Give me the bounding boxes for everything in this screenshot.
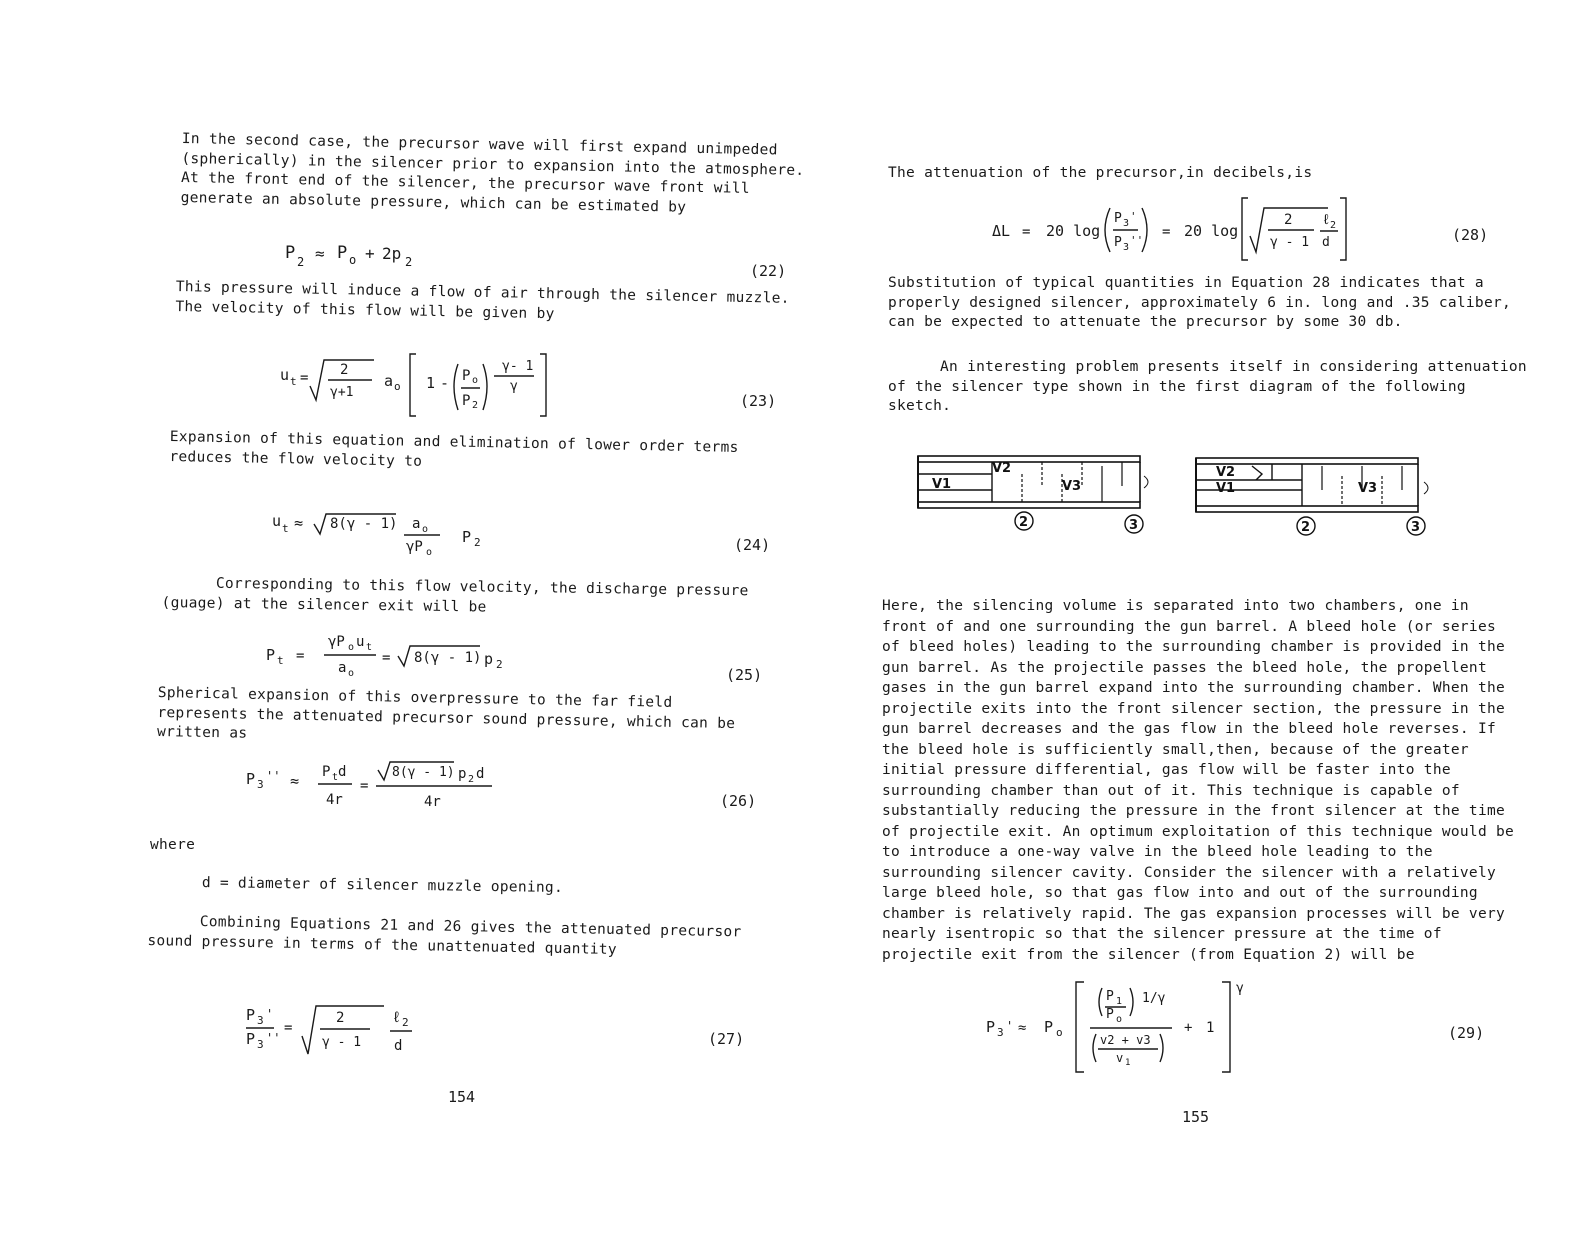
svg-text:1: 1 (1125, 1058, 1131, 1068)
svg-text:-: - (440, 374, 450, 392)
svg-text:d: d (476, 766, 485, 782)
equation-number-28: (28) (1452, 226, 1489, 244)
equation-number-23: (23) (740, 392, 777, 410)
svg-text:o: o (394, 380, 401, 393)
svg-text:P: P (462, 528, 472, 546)
svg-text:γ: γ (1236, 981, 1244, 996)
svg-text:P: P (285, 243, 296, 263)
station-3-diagram-2: 3 (1411, 520, 1421, 535)
svg-text:3: 3 (1123, 242, 1130, 253)
svg-text:1: 1 (1206, 1020, 1215, 1036)
svg-text:γ- 1: γ- 1 (502, 359, 534, 374)
svg-text:=: = (300, 370, 309, 386)
equation-29 (986, 978, 1256, 1082)
svg-text:P: P (246, 770, 256, 788)
svg-text:=: = (1022, 224, 1031, 240)
paragraph-precursor-second-case: In the second case, the precursor wave will first expand unimpeded (spherically) in the silencer prior to expansion into the atmosphere. At the front end of the silencer, the precursor wave front will generate an absolute pressure, which can be estimated by (180, 130, 805, 216)
svg-text:': ' (1006, 1019, 1014, 1033)
svg-text:t: t (332, 772, 339, 783)
svg-text:2: 2 (468, 774, 475, 785)
paragraph-where: where (150, 837, 196, 853)
svg-text:d: d (338, 764, 347, 780)
equation-number-26: (26) (720, 792, 757, 810)
equation-number-22: (22) (750, 262, 787, 280)
svg-text:u: u (280, 366, 290, 384)
svg-text:': ' (266, 1007, 274, 1021)
svg-text:t: t (277, 654, 284, 667)
svg-text:2: 2 (496, 658, 503, 671)
svg-text:2: 2 (340, 362, 349, 378)
svg-text:a: a (384, 372, 394, 390)
svg-text:γ: γ (510, 379, 518, 394)
svg-text:P: P (1114, 235, 1122, 250)
svg-text:γ+1: γ+1 (330, 385, 354, 400)
equation-22 (285, 238, 435, 278)
paragraph-interesting-problem: An interesting problem presents itself in considering attenuation of the silencer type shown in the first diagram of the following sketch. (888, 359, 1527, 414)
svg-text:d: d (394, 1038, 403, 1054)
definition-d: d = diameter of silencer muzzle opening. (201, 874, 564, 897)
svg-text:o: o (472, 375, 479, 386)
paragraph-two-chambers: Here, the silencing volume is separated into two chambers, one in front of and one surrounding the gun barrel. A bleed hole (or series of bleed holes) leading to the surrounding chamber is provided in the gun barrel. As the projectile passes the bleed hole, the propellent gases in the gun barrel expand into the surrounding chamber. When the projectile exits into the front silencer section, the pressure in the gun barrel decreases and the gas flow in the bleed hole reverses. If the bleed hole is sufficiently small,then, because of the greater initial pressure differential, gas flow will be faster into the surrounding chamber than out of it. This technique is capable of substantially reducing the pressure in the front silencer at the time of projectile exit. An optimum exploitation of this technique would be to introduce a one-way valve in the bleed hole leading to the surrounding silencer cavity. Consider the silencer with a relatively large bleed hole, so that gas flow into and out of the surrounding chamber is relatively rapid. The gas expansion processes will be very nearly isentropic so that the silencer pressure at the time of projectile exit from the silencer (from Equation 2) will be (882, 598, 1515, 963)
svg-text:u: u (272, 512, 282, 530)
svg-text:d: d (1322, 235, 1330, 250)
svg-text:P: P (462, 368, 471, 384)
svg-text:P: P (1106, 1007, 1114, 1022)
svg-text:u: u (356, 634, 365, 650)
svg-text:+: + (365, 244, 375, 263)
page-number-left: 154 (448, 1088, 476, 1106)
svg-text:': ' (1130, 210, 1137, 223)
svg-text:=: = (360, 778, 369, 794)
svg-text:P: P (246, 1030, 256, 1048)
svg-text:o: o (348, 668, 355, 679)
svg-text:P: P (1106, 989, 1114, 1004)
svg-text:'': '' (266, 1031, 281, 1045)
svg-text:3: 3 (997, 1026, 1004, 1039)
svg-text:P: P (322, 764, 331, 780)
svg-text:2: 2 (336, 1010, 345, 1026)
svg-text:P: P (246, 1006, 256, 1024)
svg-text:+: + (1184, 1020, 1193, 1036)
svg-text:=: = (296, 648, 305, 664)
svg-text:P: P (266, 646, 276, 664)
svg-text:p: p (484, 650, 494, 668)
svg-text:4r: 4r (326, 792, 343, 808)
svg-text:'': '' (266, 769, 281, 783)
svg-text:o: o (1056, 1026, 1063, 1039)
svg-text:20 log: 20 log (1046, 222, 1101, 240)
right-page (800, 0, 1596, 1233)
svg-text:o: o (1116, 1014, 1123, 1025)
label-v1-diagram-2: V1 (1216, 481, 1236, 496)
svg-text:o: o (348, 642, 355, 653)
svg-text:a: a (338, 660, 347, 676)
station-2-diagram-1: 2 (1019, 515, 1029, 530)
svg-text:P: P (986, 1018, 996, 1036)
svg-text:3: 3 (257, 1014, 264, 1027)
svg-text:γ - 1: γ - 1 (322, 1035, 362, 1050)
svg-text:3: 3 (257, 1038, 264, 1051)
equation-number-25: (25) (726, 666, 763, 684)
equation-25 (266, 628, 526, 686)
svg-text:2: 2 (1330, 220, 1337, 231)
svg-text:t: t (366, 642, 373, 653)
svg-text:P: P (337, 243, 348, 263)
label-v1-diagram-1: V1 (932, 477, 952, 492)
station-3-diagram-1: 3 (1129, 518, 1139, 533)
svg-text:v: v (1116, 1051, 1124, 1065)
svg-text:8(γ - 1): 8(γ - 1) (414, 650, 482, 666)
svg-text:=: = (284, 1020, 293, 1036)
svg-text:'': '' (1130, 234, 1144, 247)
svg-text:2: 2 (405, 255, 413, 269)
svg-text:2: 2 (297, 255, 305, 269)
svg-text:≈: ≈ (1018, 1020, 1027, 1036)
svg-text:γP: γP (406, 539, 423, 555)
svg-text:1: 1 (1116, 996, 1123, 1007)
svg-text:1/γ: 1/γ (1142, 991, 1166, 1006)
svg-text:4r: 4r (424, 794, 441, 810)
svg-text:P: P (1044, 1018, 1054, 1036)
svg-text:≈: ≈ (294, 514, 304, 532)
equation-number-24: (24) (734, 536, 771, 554)
svg-text:ℓ: ℓ (1322, 212, 1331, 228)
silencer-diagram-1 (918, 456, 1148, 533)
svg-text:2: 2 (1284, 212, 1293, 228)
svg-text:o: o (426, 547, 433, 558)
label-v3-diagram-1: V3 (1062, 479, 1082, 494)
svg-text:20 log: 20 log (1184, 222, 1239, 240)
silencer-sketch (912, 446, 1472, 546)
paragraph-combining-equations: Combining Equations 21 and 26 gives the attenuated precursor sound pressure in terms of the unattenuated quantity (147, 913, 742, 958)
svg-text:8(γ - 1): 8(γ - 1) (330, 516, 398, 532)
equation-26 (246, 760, 516, 820)
svg-text:P: P (1114, 211, 1122, 226)
equation-number-29: (29) (1448, 1024, 1485, 1042)
svg-text:3: 3 (1123, 218, 1130, 229)
svg-text:=: = (382, 650, 391, 666)
page-number-right: 155 (1182, 1108, 1210, 1126)
label-v2-diagram-2: V2 (1216, 465, 1236, 480)
svg-text:ΔL: ΔL (992, 222, 1011, 240)
paragraph-substitution: Substitution of typical quantities in Equation 28 indicates that a properly designed silencer, approximately 6 in. long and .35 caliber, can be expected to attenuate the precursor by some 30 db. (888, 275, 1512, 330)
svg-text:P: P (462, 393, 471, 409)
label-v2-diagram-1: V2 (992, 461, 1012, 476)
svg-text:o: o (422, 524, 429, 535)
svg-text:8(γ - 1): 8(γ - 1) (392, 765, 455, 780)
paragraph-expansion: Expansion of this equation and elimination of lower order terms reduces the flow velocity to (169, 428, 739, 470)
svg-text:γ - 1: γ - 1 (1270, 235, 1310, 250)
svg-text:≈: ≈ (315, 244, 325, 263)
svg-text:v2 + v3: v2 + v3 (1100, 1033, 1151, 1047)
paragraph-spherical-expansion: Spherical expansion of this overpressure to the far field represents the attenuated precursor sound pressure, which can be written as (156, 684, 736, 742)
svg-text:3: 3 (257, 778, 264, 791)
svg-text:p: p (458, 766, 467, 782)
equation-number-27: (27) (708, 1030, 745, 1048)
svg-text:t: t (290, 375, 297, 388)
svg-text:o: o (349, 253, 357, 267)
svg-text:2: 2 (474, 536, 481, 549)
svg-text:2: 2 (402, 1016, 409, 1029)
paragraph-discharge-pressure: Corresponding to this flow velocity, the discharge pressure (guage) at the silencer exit will be (161, 575, 749, 616)
equation-28 (992, 194, 1352, 264)
label-v3-diagram-2: V3 (1358, 481, 1378, 496)
station-2-diagram-2: 2 (1301, 520, 1311, 535)
svg-text:=: = (1162, 224, 1171, 240)
svg-text:1: 1 (426, 374, 436, 392)
equation-24 (272, 508, 502, 564)
silencer-diagram-2 (1196, 458, 1428, 535)
equation-27 (246, 1000, 436, 1064)
svg-text:t: t (282, 522, 289, 535)
svg-text:ℓ: ℓ (392, 1008, 402, 1026)
paragraph-attenuation-intro: The attenuation of the precursor,in decibels,is (888, 165, 1313, 181)
equation-23 (280, 350, 560, 426)
paragraph-induced-flow: This pressure will induce a flow of air through the silencer muzzle. The velocity of this flow will be given by (175, 278, 790, 322)
svg-text:γP: γP (328, 634, 345, 650)
svg-text:2p: 2p (382, 244, 402, 263)
svg-text:2: 2 (472, 400, 479, 411)
svg-text:a: a (412, 516, 421, 532)
svg-text:≈: ≈ (290, 772, 300, 790)
